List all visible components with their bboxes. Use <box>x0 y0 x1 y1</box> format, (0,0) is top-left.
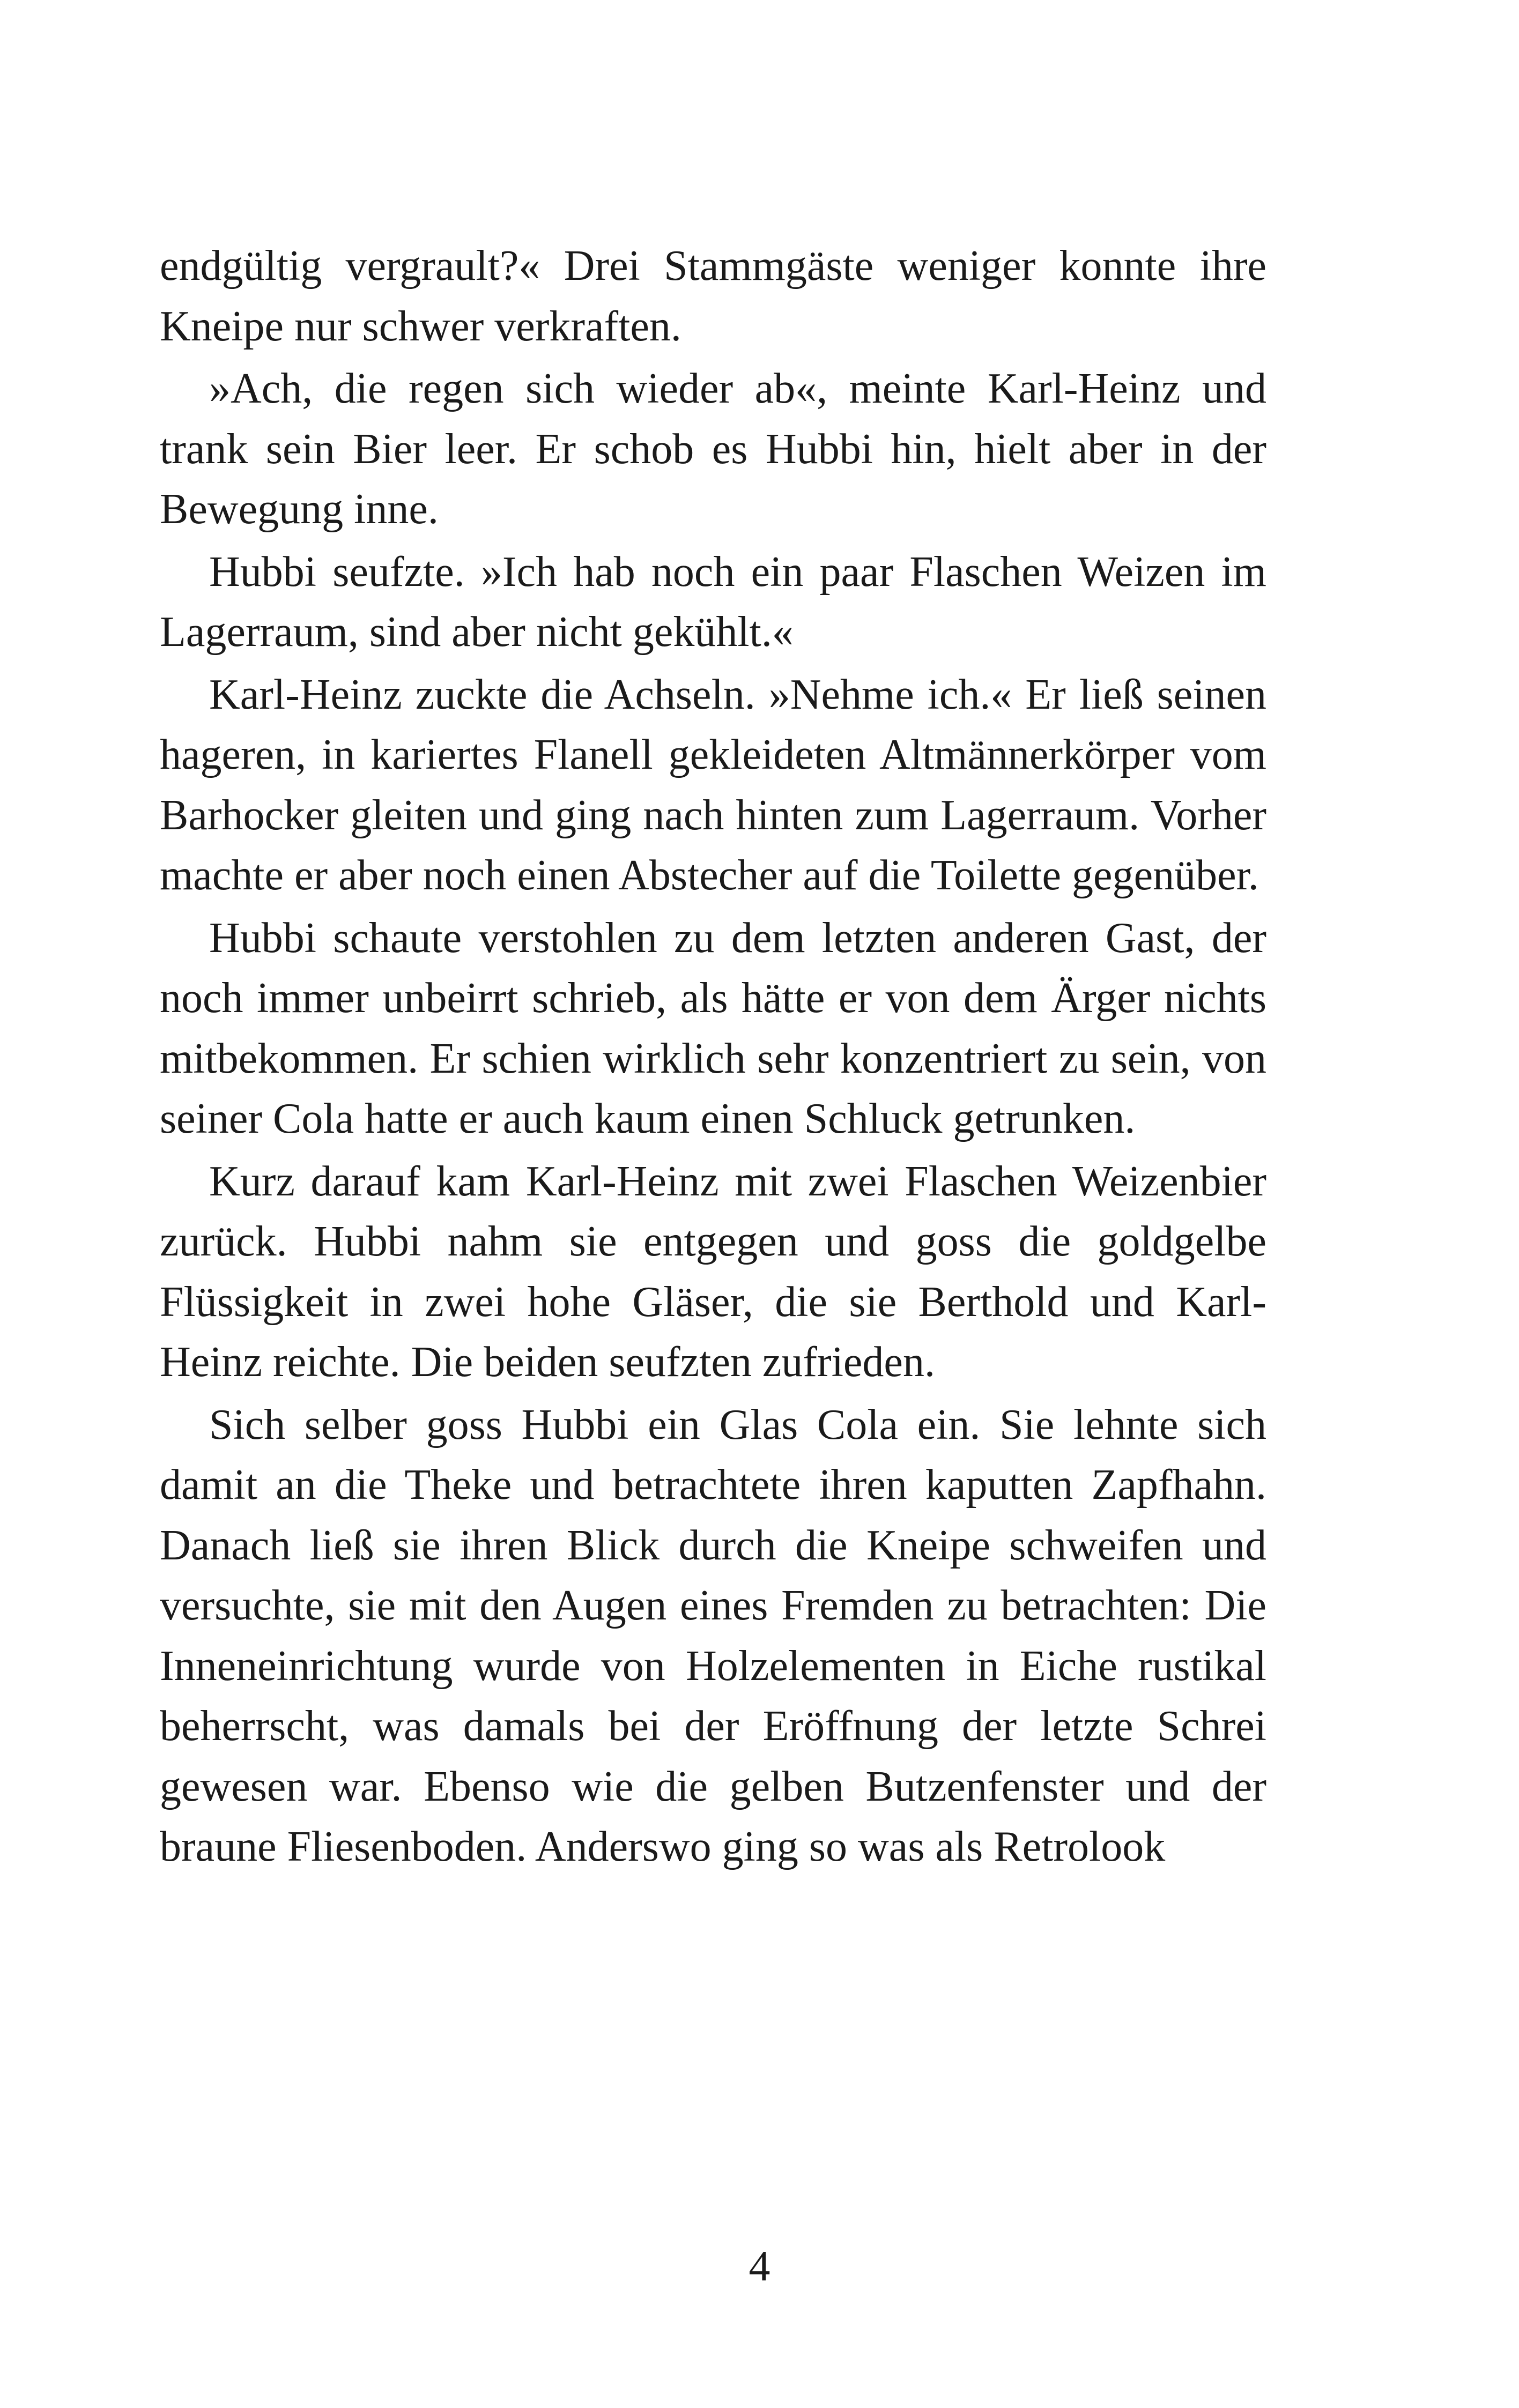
paragraph: Hubbi schaute verstohlen zu dem letzten anderen Gast, der noch immer unbeirrt schrieb, als hätte er von dem Ärger nichts mitbekommen. Er schien wirklich sehr konzentriert zu sein, von seiner Cola hatte er auch kaum einen Schluck getrunken. <box>160 914 1266 1142</box>
paragraph: Karl-Heinz zuckte die Achseln. »Nehme ich.« Er ließ seinen hageren, in kariertes Flanell gekleideten Altmännerkörper vom Barhocker gleiten und ging nach hinten zum Lagerraum. Vorher machte er aber noch einen Abstecher auf die Toilette gegenüber. <box>160 671 1266 899</box>
paragraph: Sich selber goss Hubbi ein Glas Cola ein. Sie lehnte sich damit an die Theke und betrachtete ihren kaputten Zapfhahn. Danach ließ sie ihren Blick durch die Kneipe schweifen und versuchte, sie mit den Augen eines Fremden zu betrachten: Die Inneneinrichtung wurde von Holzelementen in Eiche rustikal beherrscht, was damals bei der Eröffnung der letzte Schrei gewesen war. Ebenso wie die gelben Butzenfenster und der braune Fliesenboden. Anderswo ging so was als Retrolook <box>160 1401 1266 1870</box>
page-number: 4 <box>749 2243 770 2290</box>
paragraph: »Ach, die regen sich wieder ab«, meinte Karl-Heinz und trank sein Bier leer. Er schob es Hubbi hin, hielt aber in der Bewegung inne. <box>160 365 1266 533</box>
paragraph: Kurz darauf kam Karl-Heinz mit zwei Flaschen Weizenbier zurück. Hubbi nahm sie entgegen und goss die goldgelbe Flüssigkeit in zwei hohe Gläser, die sie Berthold und Karl-Heinz reichte. Die beiden seufzten zufrieden. <box>160 1157 1266 1386</box>
paragraph-continuation: endgültig vergrault?« Drei Stammgäste weniger konnte ihre Kneipe nur schwer verkraften. <box>160 242 1266 350</box>
body-text <box>160 236 1266 1879</box>
paragraph: Hubbi seufzte. »Ich hab noch ein paar Flaschen Weizen im Lagerraum, sind aber nicht gekühlt.« <box>160 548 1266 656</box>
